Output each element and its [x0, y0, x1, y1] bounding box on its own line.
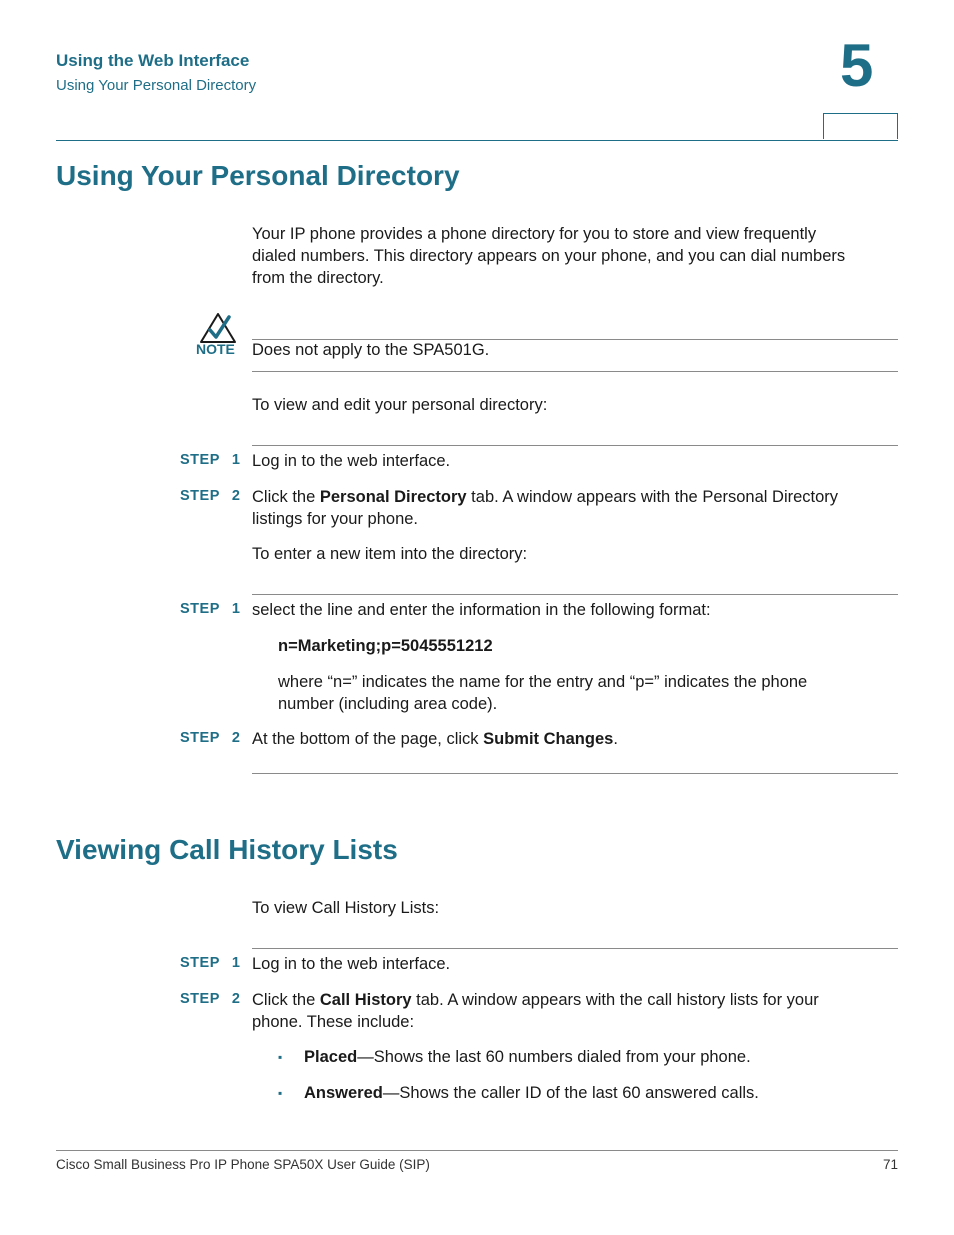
enter-intro: To enter a new item into the directory: — [252, 545, 528, 563]
note-bottom-rule — [252, 371, 898, 372]
step-label: STEP 1 — [180, 601, 241, 617]
intro-paragraph — [252, 223, 845, 289]
note-text: Does not apply to the SPA501G. — [252, 341, 490, 359]
view-edit-intro: To view and edit your personal directory: — [252, 396, 548, 414]
step-text: Click the Call History tab. A window appears with the call history lists for your phone. These include: — [252, 991, 819, 1031]
steps-end-rule — [252, 773, 898, 774]
chapter-number: 5 — [840, 32, 874, 99]
footer-divider — [56, 1150, 898, 1151]
ui-term-personal-directory: Personal Directory — [319, 488, 467, 506]
step-text: Log in to the web interface. — [252, 452, 451, 470]
step-text: Click the Personal Directory tab. A window appears with the Personal Directory listings for your phone. — [252, 488, 839, 528]
intro-line: Your IP phone provides a phone directory for you to store and view frequently — [252, 225, 817, 243]
call-history-intro: To view Call History Lists: — [252, 899, 440, 917]
steps-divider — [252, 594, 898, 595]
step-text: select the line and enter the information in the following format: — [252, 601, 711, 619]
ui-term-submit-changes: Submit Changes — [483, 730, 614, 748]
intro-line: from the directory. — [252, 269, 384, 287]
steps-divider — [252, 445, 898, 446]
step-text: Log in to the web interface. — [252, 955, 451, 973]
step-text: At the bottom of the page, click Submit Changes. — [252, 730, 618, 748]
checkmark-triangle-icon — [199, 312, 237, 344]
list-item: Answered—Shows the caller ID of the last 60 answered calls. — [304, 1084, 759, 1102]
step-label: STEP 1 — [180, 452, 241, 468]
chapter-tab-box — [823, 113, 898, 139]
section-subtitle: Using Your Personal Directory — [56, 77, 257, 94]
step-label: STEP 2 — [180, 991, 241, 1007]
intro-line: dialed numbers. This directory appears on your phone, and you can dial numbers — [252, 247, 846, 265]
header-divider — [56, 140, 898, 141]
chapter-title: Using the Web Interface — [56, 51, 250, 70]
steps-divider — [252, 948, 898, 949]
bullet-icon: ▪ — [278, 1050, 283, 1064]
step-label: STEP 2 — [180, 730, 241, 746]
step-label: STEP 1 — [180, 955, 241, 971]
format-explanation: where “n=” indicates the name for the entry and “p=” indicates the phone number (including area code). — [278, 673, 808, 713]
bullet-icon: ▪ — [278, 1086, 283, 1100]
step-label: STEP 2 — [180, 488, 241, 504]
format-example: n=Marketing;p=5045551212 — [278, 637, 493, 655]
list-item: Placed—Shows the last 60 numbers dialed from your phone. — [304, 1048, 751, 1066]
ui-term-call-history: Call History — [319, 991, 412, 1009]
note-label: NOTE — [196, 341, 235, 357]
footer-guide-title: Cisco Small Business Pro IP Phone SPA50X User Guide (SIP) — [56, 1157, 430, 1172]
section-title-personal-directory: Using Your Personal Directory — [56, 160, 460, 191]
page-number: 71 — [882, 1157, 898, 1172]
section-title-call-history: Viewing Call History Lists — [56, 834, 398, 865]
